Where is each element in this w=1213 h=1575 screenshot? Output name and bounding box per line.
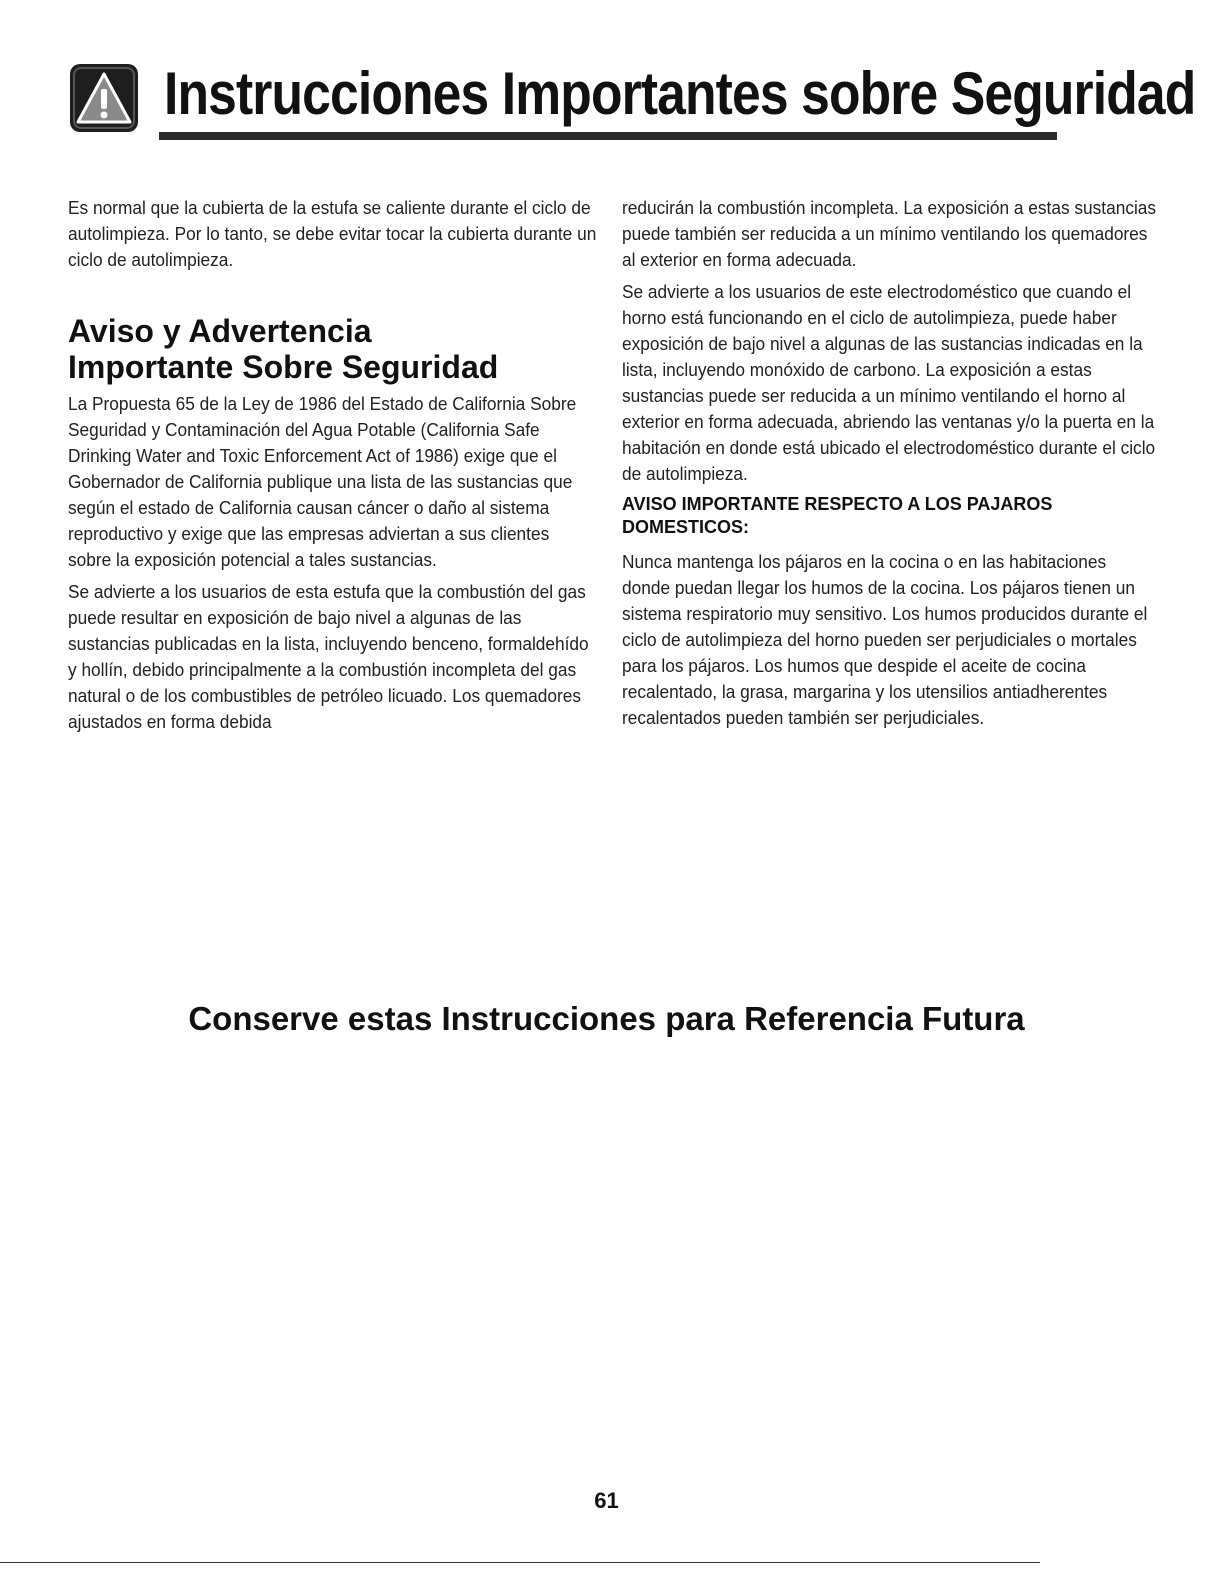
section-heading-line2: Importante Sobre Seguridad xyxy=(68,349,499,385)
gas-combustion-paragraph: Se advierte a los usuarios de esta estufa que la combustión del gas puede resultar en exposición de bajo nivel a algunas de las sustancias publicadas en la lista, incluyendo benceno, formaldehído y hollín, debido principalmente a la combustión incompleta del gas natural o de los combustibles de petróleo licuado. Los quemadores ajustados en forma debida xyxy=(68,582,589,732)
prop65-paragraph: La Propuesta 65 de la Ley de 1986 del Estado de California Sobre Seguridad y Contaminación del Agua Potable (California Safe Drinking Water and Toxic Enforcement Act of 1986) exige que el Gobernador de California publique una lista de las sustancias que según el estado de California causan cáncer o daño al sistema reproductivo y exige que las empresas adviertan a sus clientes sobre la exposición potencial a tales sustancias. xyxy=(68,394,577,570)
warning-icon xyxy=(68,62,140,134)
birds-paragraph: Nunca mantenga los pájaros en la cocina o en las habitaciones donde puedan llegar los humos de la cocina. Los pájaros tienen un sistema respiratorio muy sensitivo. Los humos producidos durante el ciclo de autolimpieza del horno pueden ser perjudiciales o mortales para los pájaros. Los humos que despide el aceite de cocina recalentado, la grasa, margarina y los utensilios antiadherentes recalentados pueden también ser perjudiciales. xyxy=(622,552,1148,728)
self-clean-warning-paragraph: Se advierte a los usuarios de este electrodoméstico que cuando el horno está funcionando en el ciclo de autolimpieza, puede haber exposición de bajo nivel a algunas de las sustancias indicadas en la lista, incluyendo monóxido de carbono. La exposición a estas sustancias puede ser reducida a un mínimo ventilando el horno al exterior en forma adecuada, abriendo las ventanas y/o la puerta en la habitación en donde está ubicado el electrodoméstico durante el ciclo de autolimpieza. xyxy=(622,282,1156,484)
title-underline xyxy=(159,132,1057,140)
bottom-rule xyxy=(0,1562,1040,1563)
birds-subheading: AVISO IMPORTANTE RESPECTO A LOS PAJAROS DOMESTICOS: xyxy=(622,494,1053,537)
save-instructions-heading: Conserve estas Instrucciones para Referencia Futura xyxy=(188,1000,1025,1037)
intro-paragraph: Es normal que la cubierta de la estufa se caliente durante el ciclo de autolimpieza. Por lo tanto, se debe evitar tocar la cubierta durante un ciclo de autolimpieza. xyxy=(68,198,597,270)
combustion-continued-paragraph: reducirán la combustión incompleta. La exposición a estas sustancias puede también ser reducida a un mínimo ventilando los quemadores al exterior en forma adecuada. xyxy=(622,198,1157,270)
page-title: Instrucciones Importantes sobre Seguridad xyxy=(164,60,1196,127)
section-heading xyxy=(68,313,598,385)
section-heading-line1: Aviso y Advertencia xyxy=(68,313,372,349)
page-header xyxy=(68,50,1196,150)
right-column xyxy=(622,195,1157,737)
left-column xyxy=(68,195,598,741)
page-number: 61 xyxy=(594,1488,619,1513)
